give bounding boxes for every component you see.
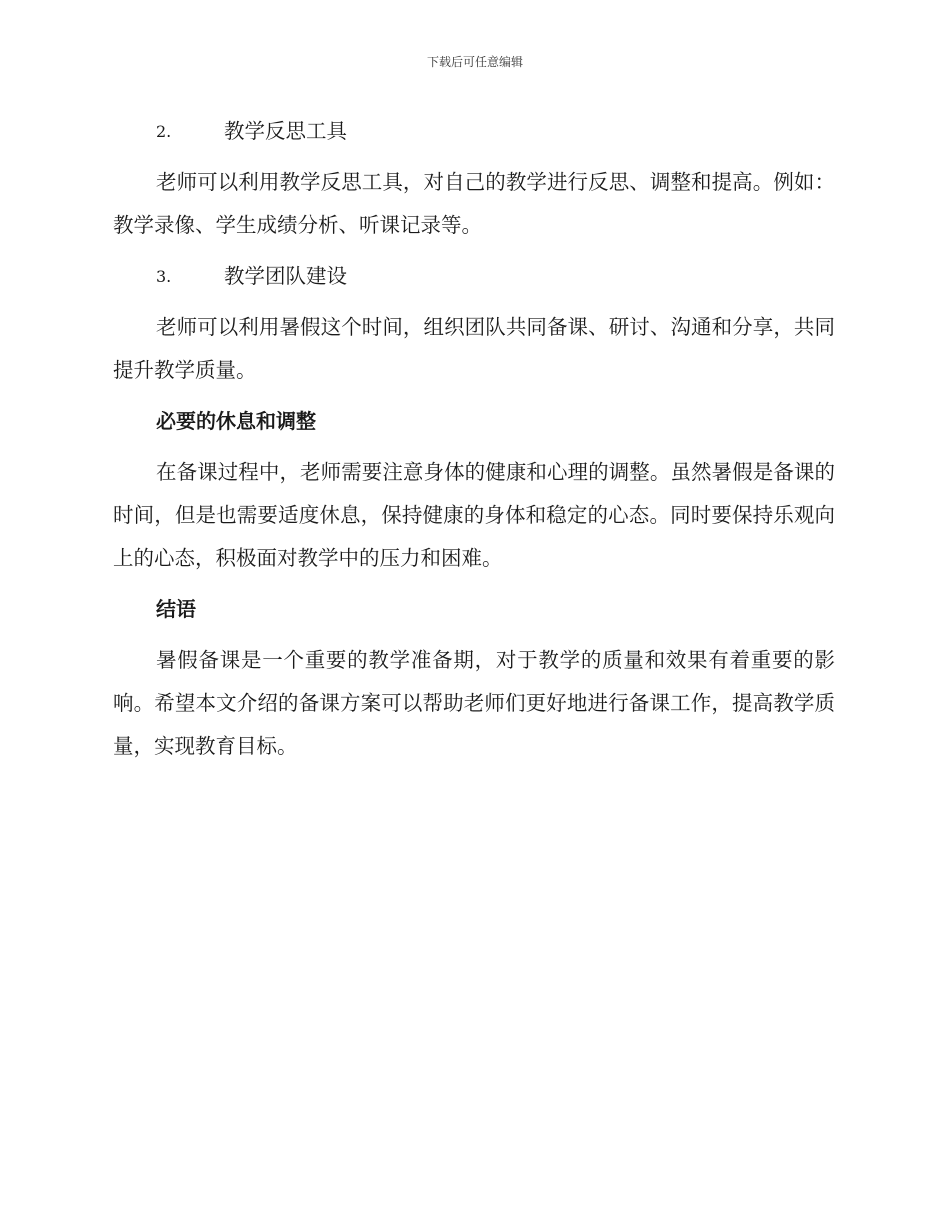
paragraph-conclusion: 暑假备课是一个重要的教学准备期，对于教学的质量和效果有着重要的影响。希望本文介绍的备课方案可以帮助老师们更好地进行备课工作，提高教学质量，实现教育目标。 [113, 648, 835, 758]
list-title: 教学团队建设 [224, 264, 347, 288]
section-heading-rest: 必要的休息和调整 [156, 409, 316, 433]
list-item-team-building [113, 255, 835, 298]
paragraph-rest: 在备课过程中，老师需要注意身体的健康和心理的调整。虽然暑假是备课的时间，但是也需要适度休息，保持健康的身体和稳定的心态。同时要保持乐观向上的心态，积极面对教学中的压力和困难。 [113, 460, 835, 570]
list-number: 3. [156, 267, 172, 286]
paragraph-reflection-tools: 老师可以利用教学反思工具，对自己的教学进行反思、调整和提高。例如：教学录像、学生成绩分析、听课记录等。 [113, 170, 835, 237]
document-body [113, 110, 835, 776]
page-header: 下载后可任意编辑 [426, 55, 523, 69]
list-item-reflection-tools [113, 110, 835, 153]
paragraph-team-building: 老师可以利用暑假这个时间，组织团队共同备课、研讨、沟通和分享，共同提升教学质量。 [113, 315, 835, 382]
list-title: 教学反思工具 [224, 119, 347, 143]
section-heading-conclusion: 结语 [156, 597, 196, 621]
list-number: 2. [156, 122, 172, 141]
